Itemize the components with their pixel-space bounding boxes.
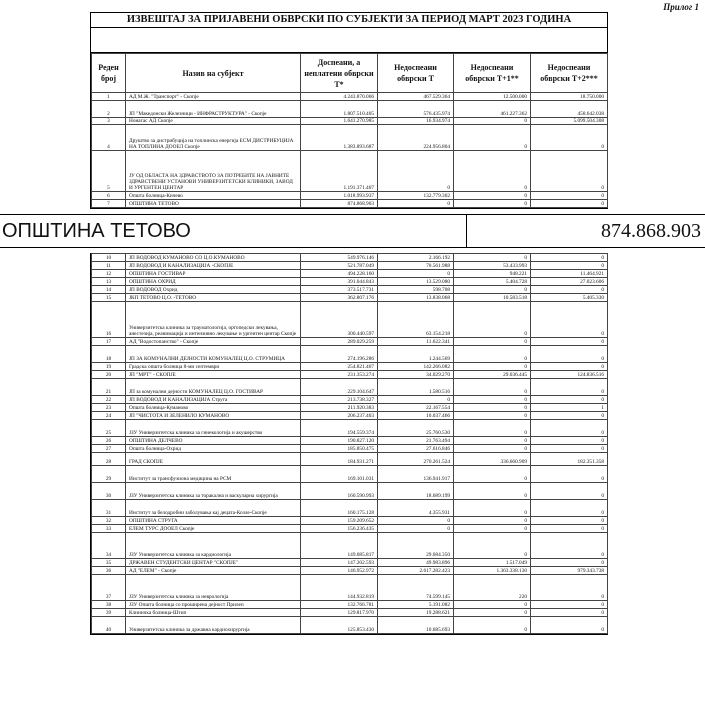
t2-amount: 0 <box>531 533 608 559</box>
t-amount: 22.167.554 <box>378 404 454 412</box>
due-amount: 184.931.271 <box>301 453 378 466</box>
t1-amount: 0 <box>454 286 531 294</box>
due-amount: 362.807.176 <box>301 294 378 302</box>
table-row <box>92 575 608 601</box>
entity-name: ЈЗУ Универзитетска клиника за кардиологија <box>126 533 301 559</box>
t2-amount: 0 <box>531 262 608 270</box>
table-row <box>92 396 608 404</box>
due-amount: 231.353.274 <box>301 371 378 379</box>
due-amount: 144.932.819 <box>301 575 378 601</box>
due-amount: 274.196.286 <box>301 346 378 363</box>
t-amount: 74.599.145 <box>378 575 454 601</box>
entity-name: ЈП ВОДОВОД И КАНАЛИЗАЦИЈА -СКОПЈЕ <box>126 262 301 270</box>
t1-amount: 29.036.445 <box>454 371 531 379</box>
table-row <box>92 278 608 286</box>
entity-name: ЈЗУ Општа болница со проширена дејност Прилеп <box>126 601 301 609</box>
table-row <box>92 412 608 420</box>
row-number: 40 <box>92 617 126 634</box>
entity-name: АД М.Ж. "Транспорт" - Скопје <box>126 93 301 101</box>
row-number: 12 <box>92 270 126 278</box>
zoomed-row-value: 874.868.903 <box>601 220 701 242</box>
t2-amount: 0 <box>531 617 608 634</box>
row-number: 28 <box>92 453 126 466</box>
row-number: 19 <box>92 363 126 371</box>
t-amount: 0 <box>378 151 454 192</box>
appendix-label: Прилог 1 <box>663 2 699 12</box>
report-frame <box>90 12 608 209</box>
zoomed-row-callout <box>0 214 705 248</box>
entity-name: Универзитетска клиника за трауматологија, ортопедски лекувања, анестезија, реанимација и интензивно лекување и ургентен центар Скопје <box>126 302 301 338</box>
entity-name: ОПШТИНА ДЕЛЧЕВО <box>126 437 301 445</box>
due-amount: 206.237.403 <box>301 412 378 420</box>
row-number: 27 <box>92 445 126 453</box>
entity-name: ОПШТИНА ТЕТОВО <box>126 200 301 208</box>
t1-amount: 0 <box>454 533 531 559</box>
row-number: 11 <box>92 262 126 270</box>
entity-name: Општа болница-Охрид <box>126 445 301 453</box>
table-row <box>92 151 608 192</box>
entity-name: Институт за трансфузиона медицина на РСМ <box>126 466 301 483</box>
due-amount: 190.827.120 <box>301 437 378 445</box>
row-number: 24 <box>92 412 126 420</box>
t-amount: 63.154.218 <box>378 302 454 338</box>
entity-name: ЈП "ЧИСТОТА И ЗЕЛЕНИЛО КУМАНОВО <box>126 412 301 420</box>
table-row <box>92 270 608 278</box>
entity-name: Општа болница-Кичево <box>126 192 301 200</box>
t-amount: 16.934.974 <box>378 118 454 125</box>
t-amount: 49.983.896 <box>378 559 454 567</box>
table-row <box>92 125 608 151</box>
row-number: 13 <box>92 278 126 286</box>
due-amount: 494.228.160 <box>301 270 378 278</box>
t1-amount: 10.583.518 <box>454 294 531 302</box>
row-number: 34 <box>92 533 126 559</box>
entity-name: ОПШТИНА ОХРИД <box>126 278 301 286</box>
t2-amount: 0 <box>531 525 608 533</box>
t1-amount: 0 <box>454 609 531 617</box>
obligations-table <box>91 253 608 634</box>
t1-amount: 0 <box>454 302 531 338</box>
row-number: 37 <box>92 575 126 601</box>
t1-amount: 12.500.000 <box>454 93 531 101</box>
row-number: 25 <box>92 420 126 437</box>
entity-name: АД "Водостопанство" - Скопје <box>126 338 301 346</box>
t-amount: 5.191.082 <box>378 601 454 609</box>
t1-amount: 0 <box>454 601 531 609</box>
t-amount: 270.261.524 <box>378 453 454 466</box>
entity-name: АД "ЕЛЕМ" - Скопје <box>126 567 301 575</box>
due-amount: 156.236.435 <box>301 525 378 533</box>
due-amount: 1.018.993.937 <box>301 192 378 200</box>
t2-amount: 0 <box>531 575 608 601</box>
due-amount: 185.850.475 <box>301 445 378 453</box>
t2-amount: 0 <box>531 559 608 567</box>
t2-amount: 18.750.000 <box>531 93 608 101</box>
t-amount: 27.616.846 <box>378 445 454 453</box>
t1-amount: 53.433.993 <box>454 262 531 270</box>
t2-amount: 124.836.516 <box>531 371 608 379</box>
table-row <box>92 567 608 575</box>
due-amount: 132.766.781 <box>301 601 378 609</box>
row-number: 3 <box>92 118 126 125</box>
table-row <box>92 609 608 617</box>
t2-amount: 0 <box>531 338 608 346</box>
due-amount: 194.559.374 <box>301 420 378 437</box>
t-amount: 2.166.192 <box>378 254 454 262</box>
due-amount: 1.383.893.687 <box>301 125 378 151</box>
entity-name: ЕЛЕМ ТУРС ДООЕЛ Скопје <box>126 525 301 533</box>
entity-name: ЈУ ОД ОБЛАСТА НА ЗДРАВСТВОТО ЗА ПОТРЕБИТЕ НА ЈАВНИТЕ ЗДРАВСТВЕНИ УСТАНОВИ УНИВЕРЗИТЕТСКИ КЛИНИКИ, ЗАВОД И УРГЕНТЕН ЦЕНТАР <box>126 151 301 192</box>
due-amount: 229.104.647 <box>301 379 378 396</box>
t-amount: 13.838.068 <box>378 294 454 302</box>
due-amount: 146.952.972 <box>301 567 378 575</box>
t2-amount: 5.405.330 <box>531 294 608 302</box>
table-row <box>92 500 608 517</box>
t-amount: 4.355.931 <box>378 500 454 517</box>
t2-amount: 0 <box>531 346 608 363</box>
row-number: 10 <box>92 254 126 262</box>
header-t1: Недоспеани обврски Т+1** <box>454 54 531 93</box>
t1-amount: 1.363.338.130 <box>454 567 531 575</box>
row-number: 2 <box>92 101 126 118</box>
table-row <box>92 517 608 525</box>
t2-amount: 0 <box>531 125 608 151</box>
t-amount: 598.708 <box>378 286 454 294</box>
due-amount: 4.243.870.066 <box>301 93 378 101</box>
header-row <box>92 54 608 93</box>
zoomed-row-name: ОПШТИНА ТЕТОВО <box>2 220 191 242</box>
due-amount: 160.175.128 <box>301 500 378 517</box>
due-amount: 149.085.817 <box>301 533 378 559</box>
header-t: Недоспеани обврски Т <box>378 54 454 93</box>
row-number: 22 <box>92 396 126 404</box>
t2-amount: 11.464.921 <box>531 270 608 278</box>
t1-amount: 0 <box>454 437 531 445</box>
t-amount: 576.435.974 <box>378 101 454 118</box>
row-number: 29 <box>92 466 126 483</box>
t-amount: 10.685.693 <box>378 617 454 634</box>
table-row <box>92 601 608 609</box>
entity-name: Друштво за дистрибуција на топлинска енергија ЕСМ ДИСТРИБУЦИЈА НА ТОПЛИНА ДООЕЛ Скопје <box>126 125 301 151</box>
t1-amount: 0 <box>454 396 531 404</box>
t-amount: 132.779.302 <box>378 192 454 200</box>
t-amount: 224.956.804 <box>378 125 454 151</box>
due-amount: 1.641.270.985 <box>301 118 378 125</box>
row-number: 7 <box>92 200 126 208</box>
t2-amount: 0 <box>531 379 608 396</box>
table-row <box>92 101 608 118</box>
entity-name: ОПШТИНА ГОСТИВАР <box>126 270 301 278</box>
t-amount: 70.561.988 <box>378 262 454 270</box>
row-number: 15 <box>92 294 126 302</box>
row-number: 23 <box>92 404 126 412</box>
entity-name: ЈП ВОДОВОД КУМАНОВО СО Ц.О.КУМАНОВО <box>126 254 301 262</box>
due-amount: 159.209.652 <box>301 517 378 525</box>
row-number: 38 <box>92 601 126 609</box>
table-row <box>92 404 608 412</box>
row-number: 30 <box>92 483 126 500</box>
t-amount: 0 <box>378 517 454 525</box>
due-amount: 1.807.510.405 <box>301 101 378 118</box>
t2-amount: 0 <box>531 437 608 445</box>
due-amount: 289.029.259 <box>301 338 378 346</box>
t2-amount: 5.099.504.308 <box>531 118 608 125</box>
due-amount: 129.817.970 <box>301 609 378 617</box>
due-amount: 125.853.430 <box>301 617 378 634</box>
row-number: 32 <box>92 517 126 525</box>
entity-name: ЈКП ТЕТОВО Ц.О. -ТЕТОВО <box>126 294 301 302</box>
due-amount: 549.976.146 <box>301 254 378 262</box>
table-row <box>92 254 608 262</box>
t-amount: 1.580.516 <box>378 379 454 396</box>
t-amount: 136.941.917 <box>378 466 454 483</box>
t2-amount: 0 <box>531 483 608 500</box>
table-row <box>92 617 608 634</box>
entity-name: Клиничка болница-Штип <box>126 609 301 617</box>
row-number: 20 <box>92 371 126 379</box>
row-number: 18 <box>92 346 126 363</box>
t2-amount: 458.642.038 <box>531 101 608 118</box>
entity-name: ДРЖАВЕН СТУДЕНТСКИ ЦЕНТАР "СКОПЈЕ" <box>126 559 301 567</box>
entity-name: ЈП ВОДОВОД И КАНАЛИЗАЦИЈА Струга <box>126 396 301 404</box>
t1-amount: 336.660.909 <box>454 453 531 466</box>
row-number: 4 <box>92 125 126 151</box>
due-amount: 373.517.731 <box>301 286 378 294</box>
t-amount: 467.529.364 <box>378 93 454 101</box>
table-row <box>92 302 608 338</box>
table-row <box>92 346 608 363</box>
table-row <box>92 525 608 533</box>
t1-amount: 0 <box>454 338 531 346</box>
entity-name: Универзитетска клиника за државна кардиохирургија <box>126 617 301 634</box>
t-amount: 1.244.569 <box>378 346 454 363</box>
t1-amount: 0 <box>454 445 531 453</box>
t1-amount: 0 <box>454 525 531 533</box>
t1-amount: 0 <box>454 412 531 420</box>
due-amount: 254.821.407 <box>301 363 378 371</box>
t1-amount: 0 <box>454 363 531 371</box>
t1-amount: 0 <box>454 254 531 262</box>
entity-name: Нонагас АД Скопје <box>126 118 301 125</box>
table-row <box>92 93 608 101</box>
entity-name: ЈП за комунални дејности КОМУНАЛЕЦ Ц.О. ГОСТИВАР <box>126 379 301 396</box>
t1-amount: 1.517.049 <box>454 559 531 567</box>
header-t2: Недоспеани обврски Т+2*** <box>531 54 608 93</box>
entity-name: ЈП ВОДОВОД Охрид <box>126 286 301 294</box>
entity-name: ОПШТИНА СТРУГА <box>126 517 301 525</box>
entity-name: ГРАД СКОПЈЕ <box>126 453 301 466</box>
table-row <box>92 371 608 379</box>
row-number: 31 <box>92 500 126 517</box>
t1-amount: 0 <box>454 404 531 412</box>
table-row <box>92 262 608 270</box>
t1-amount: 0 <box>454 617 531 634</box>
row-number: 35 <box>92 559 126 567</box>
table-row <box>92 192 608 200</box>
table-row <box>92 453 608 466</box>
t1-amount: 0 <box>454 517 531 525</box>
entity-name: ЈП "МРТ" - СКОПЈЕ <box>126 371 301 379</box>
report-frame-lower <box>90 253 608 635</box>
row-number: 1 <box>92 93 126 101</box>
t2-amount: 0 <box>531 151 608 192</box>
t2-amount: 0 <box>531 601 608 609</box>
t2-amount: 182.351.358 <box>531 453 608 466</box>
t-amount: 18.689.199 <box>378 483 454 500</box>
t-amount: 21.763.494 <box>378 437 454 445</box>
t1-amount: 0 <box>454 346 531 363</box>
table-row <box>92 559 608 567</box>
t1-amount: 948.221 <box>454 270 531 278</box>
table-row <box>92 200 608 208</box>
t2-amount: 0 <box>531 254 608 262</box>
zoomed-row-divider <box>466 215 467 247</box>
t2-amount: 979.343.738 <box>531 567 608 575</box>
t-amount: 2.617.282.423 <box>378 567 454 575</box>
table-row <box>92 294 608 302</box>
t2-amount: 0 <box>531 517 608 525</box>
table-row <box>92 437 608 445</box>
t2-amount: 1 <box>531 404 608 412</box>
t2-amount: 0 <box>531 500 608 517</box>
t-amount: 19.288.621 <box>378 609 454 617</box>
header-due: Доспеани, а неплатени обврски Т* <box>301 54 378 93</box>
title-spacer <box>91 28 607 53</box>
t-amount: 10.037.466 <box>378 412 454 420</box>
header-no: Реден број <box>92 54 126 93</box>
due-amount: 874.868.903 <box>301 200 378 208</box>
t2-amount: 0 <box>531 302 608 338</box>
row-number: 14 <box>92 286 126 294</box>
table-row <box>92 363 608 371</box>
t1-amount: 0 <box>454 192 531 200</box>
row-number: 6 <box>92 192 126 200</box>
t1-amount: 0 <box>454 500 531 517</box>
row-number: 39 <box>92 609 126 617</box>
entity-name: ЈЗУ Универзитетска клиника за торакална и васкуларна хирургија <box>126 483 301 500</box>
table-row <box>92 483 608 500</box>
due-amount: 300.440.597 <box>301 302 378 338</box>
t2-amount: 0 <box>531 420 608 437</box>
t2-amount: 0 <box>531 286 608 294</box>
t-amount: 25.760.530 <box>378 420 454 437</box>
entity-name: ЈП "Македонски Железници - ИНФРАСТРУКТУРА" - Скопје <box>126 101 301 118</box>
table-row <box>92 286 608 294</box>
t-amount: 0 <box>378 270 454 278</box>
obligations-table-top <box>91 53 608 208</box>
entity-name: Општа болница-Куманово <box>126 404 301 412</box>
row-number: 36 <box>92 567 126 575</box>
t-amount: 0 <box>378 525 454 533</box>
row-number: 26 <box>92 437 126 445</box>
entity-name: ЈЗУ Универзитетска клиника за гинекологија и акушерство <box>126 420 301 437</box>
due-amount: 147.202.593 <box>301 559 378 567</box>
due-amount: 160.590.993 <box>301 483 378 500</box>
table-row <box>92 338 608 346</box>
t1-amount: 0 <box>454 118 531 125</box>
table-row <box>92 466 608 483</box>
t1-amount: 220 <box>454 575 531 601</box>
table-row <box>92 420 608 437</box>
row-number: 16 <box>92 302 126 338</box>
due-amount: 213.738.327 <box>301 396 378 404</box>
entity-name: ЈЗУ Универзитетска клиника за неврологија <box>126 575 301 601</box>
entity-name: Институт за белодробни заболувања кај децата-Козле-Скопје <box>126 500 301 517</box>
row-number: 21 <box>92 379 126 396</box>
t2-amount: 27.023.606 <box>531 278 608 286</box>
due-amount: 169.101.031 <box>301 466 378 483</box>
t-amount: 0 <box>378 200 454 208</box>
t-amount: 34.029.270 <box>378 371 454 379</box>
due-amount: 391.044.843 <box>301 278 378 286</box>
t1-amount: 461.227.362 <box>454 101 531 118</box>
row-number: 33 <box>92 525 126 533</box>
due-amount: 1.191.371.407 <box>301 151 378 192</box>
t2-amount: 0 <box>531 609 608 617</box>
row-number: 5 <box>92 151 126 192</box>
due-amount: 211.920.383 <box>301 404 378 412</box>
t-amount: 0 <box>378 396 454 404</box>
t1-amount: 0 <box>454 151 531 192</box>
t1-amount: 5.404.728 <box>454 278 531 286</box>
table-row <box>92 118 608 125</box>
t1-amount: 0 <box>454 483 531 500</box>
report-title: ИЗВЕШТАЈ ЗА ПРИЈАВЕНИ ОБВРСКИ ПО СУБЈЕКТИ ЗА ПЕРИОД МАРТ 2023 ГОДИНА <box>91 13 607 28</box>
t2-amount: 0 <box>531 192 608 200</box>
t2-amount: 0 <box>531 466 608 483</box>
due-amount: 521.787.049 <box>301 262 378 270</box>
entity-name: Градска општа болница 8-ми септември <box>126 363 301 371</box>
t-amount: 11.622.341 <box>378 338 454 346</box>
table-row <box>92 379 608 396</box>
t2-amount: 0 <box>531 412 608 420</box>
t-amount: 29.684.350 <box>378 533 454 559</box>
t1-amount: 0 <box>454 420 531 437</box>
header-name: Назив на субјект <box>126 54 301 93</box>
entity-name: ЈП ЗА КОМУНАЛНИ ДЕЈНОСТИ КОМУНАЛЕЦ Ц.О. СТРУМИЦА <box>126 346 301 363</box>
t1-amount: 0 <box>454 125 531 151</box>
t2-amount: 0 <box>531 200 608 208</box>
t2-amount: 0 <box>531 396 608 404</box>
table-row <box>92 533 608 559</box>
t1-amount: 0 <box>454 466 531 483</box>
row-number: 17 <box>92 338 126 346</box>
t1-amount: 0 <box>454 379 531 396</box>
t2-amount: 0 <box>531 445 608 453</box>
t1-amount: 0 <box>454 200 531 208</box>
t-amount: 142.266.082 <box>378 363 454 371</box>
table-row <box>92 445 608 453</box>
t2-amount: 0 <box>531 363 608 371</box>
t-amount: 13.529.080 <box>378 278 454 286</box>
